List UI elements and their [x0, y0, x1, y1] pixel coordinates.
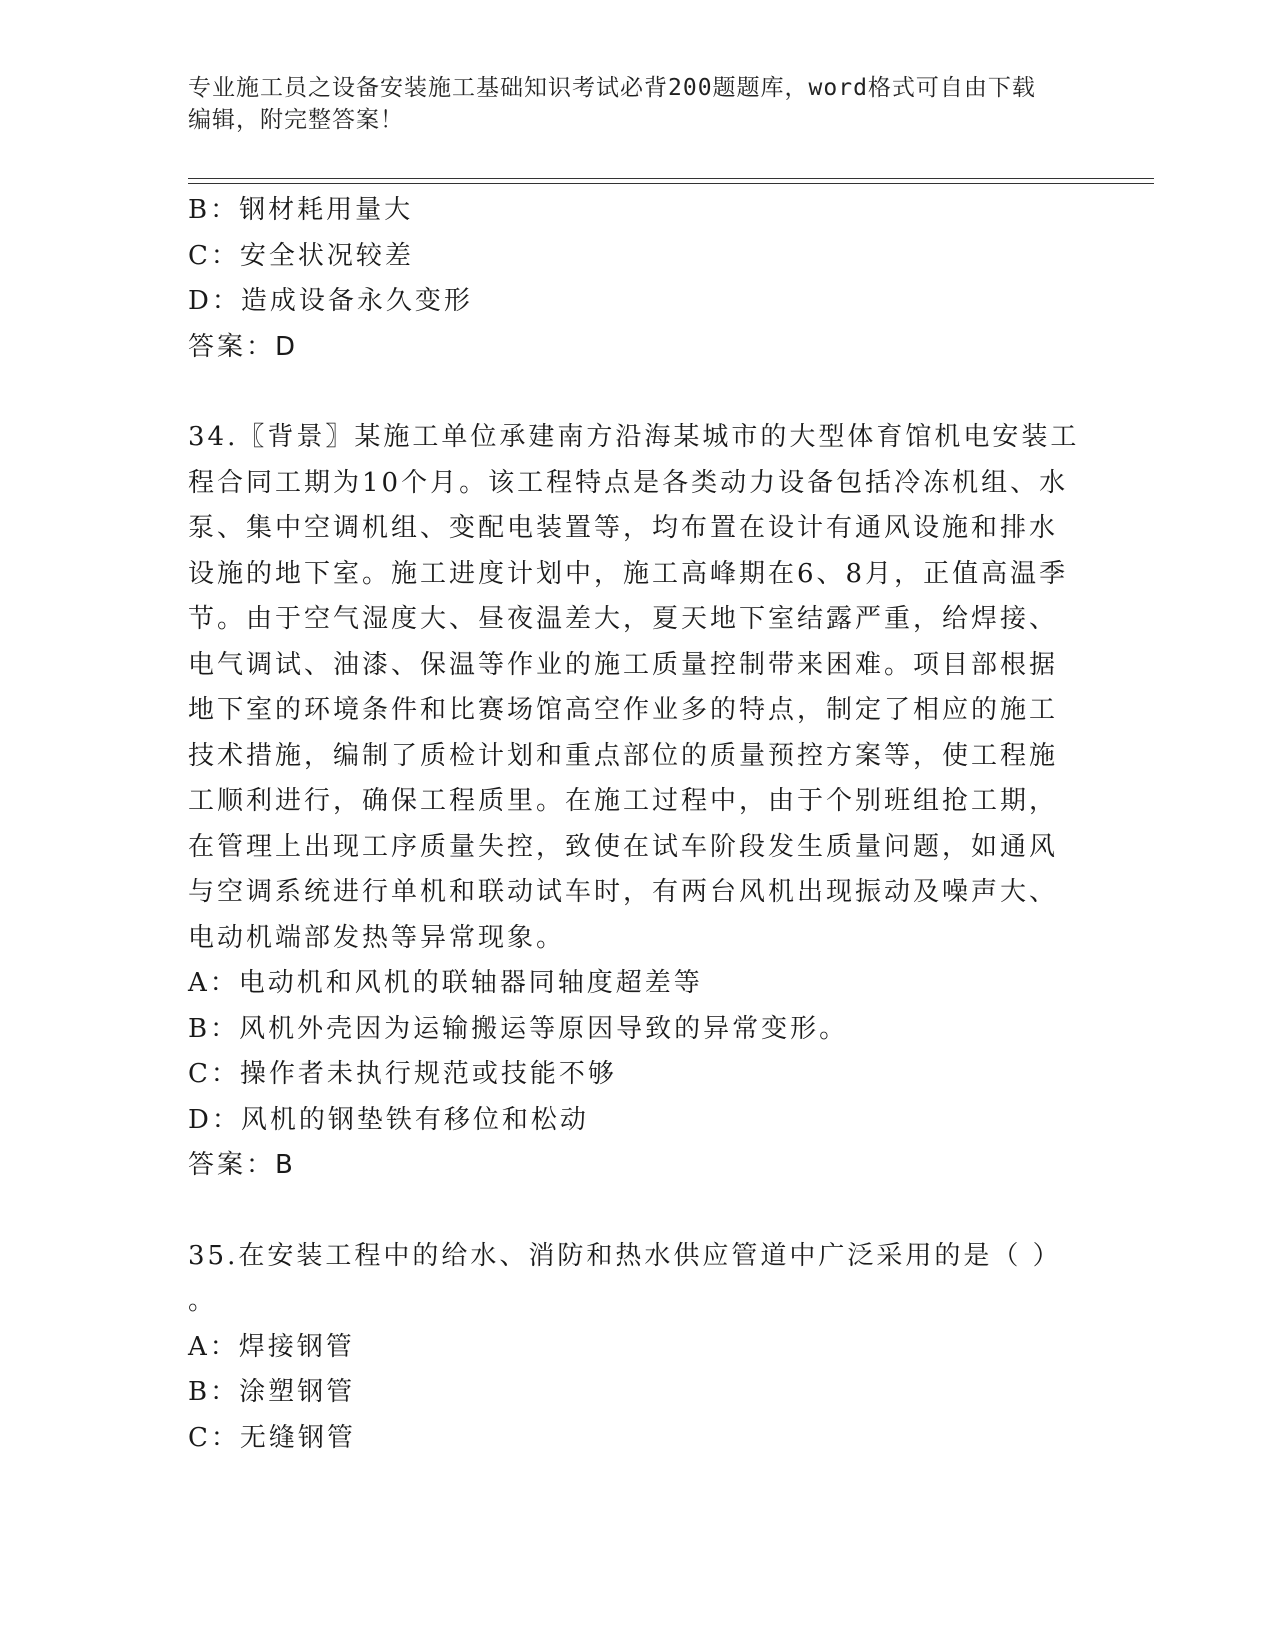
option-c: C：安全状况较差 — [188, 240, 414, 271]
option-b: B：风机外壳因为运输搬运等原因导致的异常变形。 — [188, 1013, 849, 1044]
option-a: A：电动机和风机的联轴器同轴度超差等 — [188, 968, 703, 998]
question-stem — [188, 1234, 1088, 1325]
option-c: C：无缝钢管 — [188, 1422, 356, 1453]
stem-line: 地下室的环境条件和比赛场馆高空作业多的特点，制定了相应的施工 — [188, 695, 1059, 725]
question-34 — [188, 415, 1088, 1189]
stem-line: 在管理上出现工序质量失控，致使在试车阶段发生质量问题，如通风 — [188, 831, 1059, 862]
question-stem — [188, 415, 1088, 961]
option-d: D：造成设备永久变形 — [188, 286, 473, 316]
stem-line: 设施的地下室。施工进度计划中，施工高峰期在6、8月，正值高温季 — [188, 558, 1069, 589]
stem-line: 35.在安装工程中的给水、消防和热水供应管道中广泛采用的是（ ） — [188, 1240, 1062, 1271]
question-33 — [188, 188, 1088, 370]
option-b: B：钢材耗用量大 — [188, 195, 414, 225]
stem-line: 电动机端部发热等异常现象。 — [188, 922, 566, 953]
option-c: C：操作者未执行规范或技能不够 — [188, 1059, 617, 1089]
header-line-1: 专业施工员之设备安装施工基础知识考试必背200题题库，word格式可自由下载 — [188, 75, 1036, 101]
question-gap — [188, 1189, 1088, 1234]
header-divider — [188, 178, 1154, 184]
answer: 答案：B — [188, 1150, 296, 1180]
answer: 答案：D — [188, 331, 299, 362]
stem-line: 电气调试、油漆、保温等作业的施工质量控制带来困难。项目部根据 — [188, 649, 1059, 680]
question-35 — [188, 1234, 1088, 1462]
stem-line: 程合同工期为10个月。该工程特点是各类动力设备包括冷冻机组、水 — [188, 467, 1069, 498]
option-b: B：涂塑钢管 — [188, 1377, 356, 1407]
question-gap — [188, 370, 1088, 415]
question-content — [188, 188, 1088, 1461]
document-header — [188, 72, 1068, 136]
stem-line: 节。由于空气湿度大、昼夜温差大，夏天地下室结露严重，给焊接、 — [188, 604, 1059, 634]
header-line-2: 编辑，附完整答案！ — [188, 107, 404, 133]
option-a: A：焊接钢管 — [188, 1331, 355, 1362]
stem-line: 泵、集中空调机组、变配电装置等，均布置在设计有通风设施和排水 — [188, 513, 1059, 543]
stem-line: 工顺利进行，确保工程质里。在施工过程中，由于个别班组抢工期， — [188, 786, 1059, 816]
stem-line: 。 — [188, 1286, 218, 1316]
option-d: D：风机的钢垫铁有移位和松动 — [188, 1104, 589, 1135]
stem-line: 34.〖背景〗某施工单位承建南方沿海某城市的大型体育馆机电安装工 — [188, 422, 1080, 452]
stem-line: 技术措施，编制了质检计划和重点部位的质量预控方案等，使工程施 — [188, 740, 1059, 771]
stem-line: 与空调系统进行单机和联动试车时，有两台风机出现振动及噪声大、 — [188, 877, 1059, 907]
